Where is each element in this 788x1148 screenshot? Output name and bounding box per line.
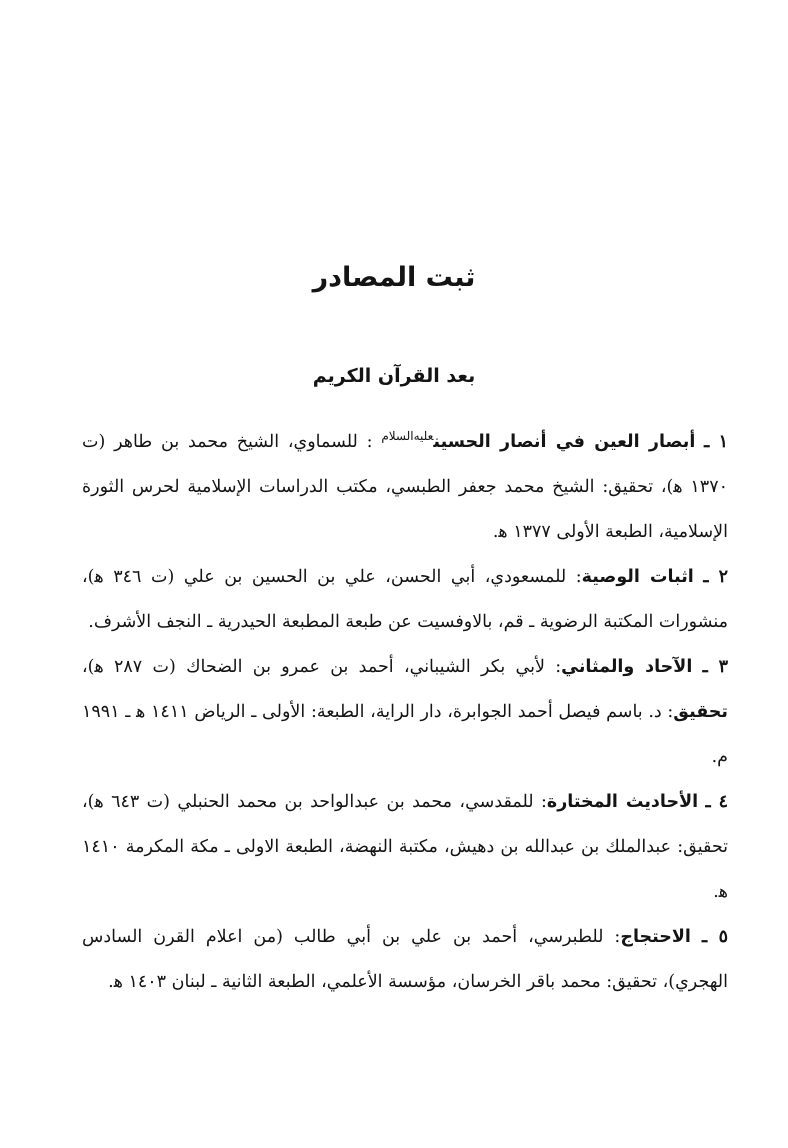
entry-title: اثبات الوصية bbox=[581, 567, 694, 587]
entry-number: ٣ ـ bbox=[702, 657, 728, 677]
source-entry-4 bbox=[82, 780, 728, 915]
entry-text: : للمسعودي، أبي الحسن، علي بن الحسين بن علي (ت ٣٤٦ ﻫ)، منشورات المكتبة الرضوية ـ قم، بالاوفسيت عن طبعة المطبعة الحيدرية ـ النجف الأشرف. bbox=[82, 567, 728, 632]
honorific-mark: عليه‌السلام bbox=[381, 429, 434, 444]
source-entry-5 bbox=[82, 915, 728, 1005]
entry-title: الآحاد والمثاني bbox=[561, 657, 693, 677]
entry-number: ٢ ـ bbox=[703, 567, 728, 587]
page-subtitle: بعد القرآن الكريم bbox=[312, 365, 476, 387]
source-entry-3 bbox=[82, 645, 728, 780]
entry-number: ٥ ـ bbox=[701, 927, 728, 947]
page-title: ثبت المصادر bbox=[312, 262, 476, 293]
entry-title: الاحتجاج bbox=[620, 927, 691, 947]
source-entry-2 bbox=[82, 555, 728, 645]
sources-list bbox=[82, 420, 728, 1005]
entry-number: ٤ ـ bbox=[705, 792, 728, 812]
entry-text-before: : لأبي بكر الشيباني، أحمد بن عمرو بن الضحاك (ت ٢٨٧ ﻫ)، bbox=[82, 657, 562, 677]
entry-text: : للطبرسي، أحمد بن علي بن أبي طالب (من اعلام القرن السادس الهجري)، تحقيق: محمد باقر الخرسان، مؤسسة الأعلمي، الطبعة الثانية ـ لبنان ١٤٠٣ ﻫ. bbox=[82, 927, 728, 992]
entry-lead: تحقيق bbox=[673, 702, 728, 722]
entry-text: : د. باسم فيصل أحمد الجوابرة، دار الراية، الطبعة: الأولى ـ الرياض ١٤١١ ﻫ ـ ١٩٩١ م. bbox=[82, 702, 728, 767]
entry-number: ١ ـ bbox=[704, 432, 728, 452]
entry-title: أبصار العين في أنصار الحسين bbox=[433, 432, 696, 452]
entry-text: : للمقدسي، محمد بن عبدالواحد بن محمد الحنبلي (ت ٦٤٣ ﻫ)، تحقيق: عبدالملك بن عبدالله بن دهيش، مكتبة النهضة، الطبعة الاولى ـ مكة المكرمة ١٤١٠ ﻫ. bbox=[82, 792, 728, 902]
entry-text: : للسماوي، الشيخ محمد بن طاهر (ت ١٣٧٠ ﻫ)، تحقيق: الشيخ محمد جعفر الطبسي، مكتب الدراسات الإسلامية لحرس الثورة الإسلامية، الطبعة الأولى ١٣٧٧ ﻫ. bbox=[82, 432, 728, 542]
source-entry-1 bbox=[82, 420, 728, 555]
entry-title: الأحاديث المختارة bbox=[546, 792, 699, 812]
